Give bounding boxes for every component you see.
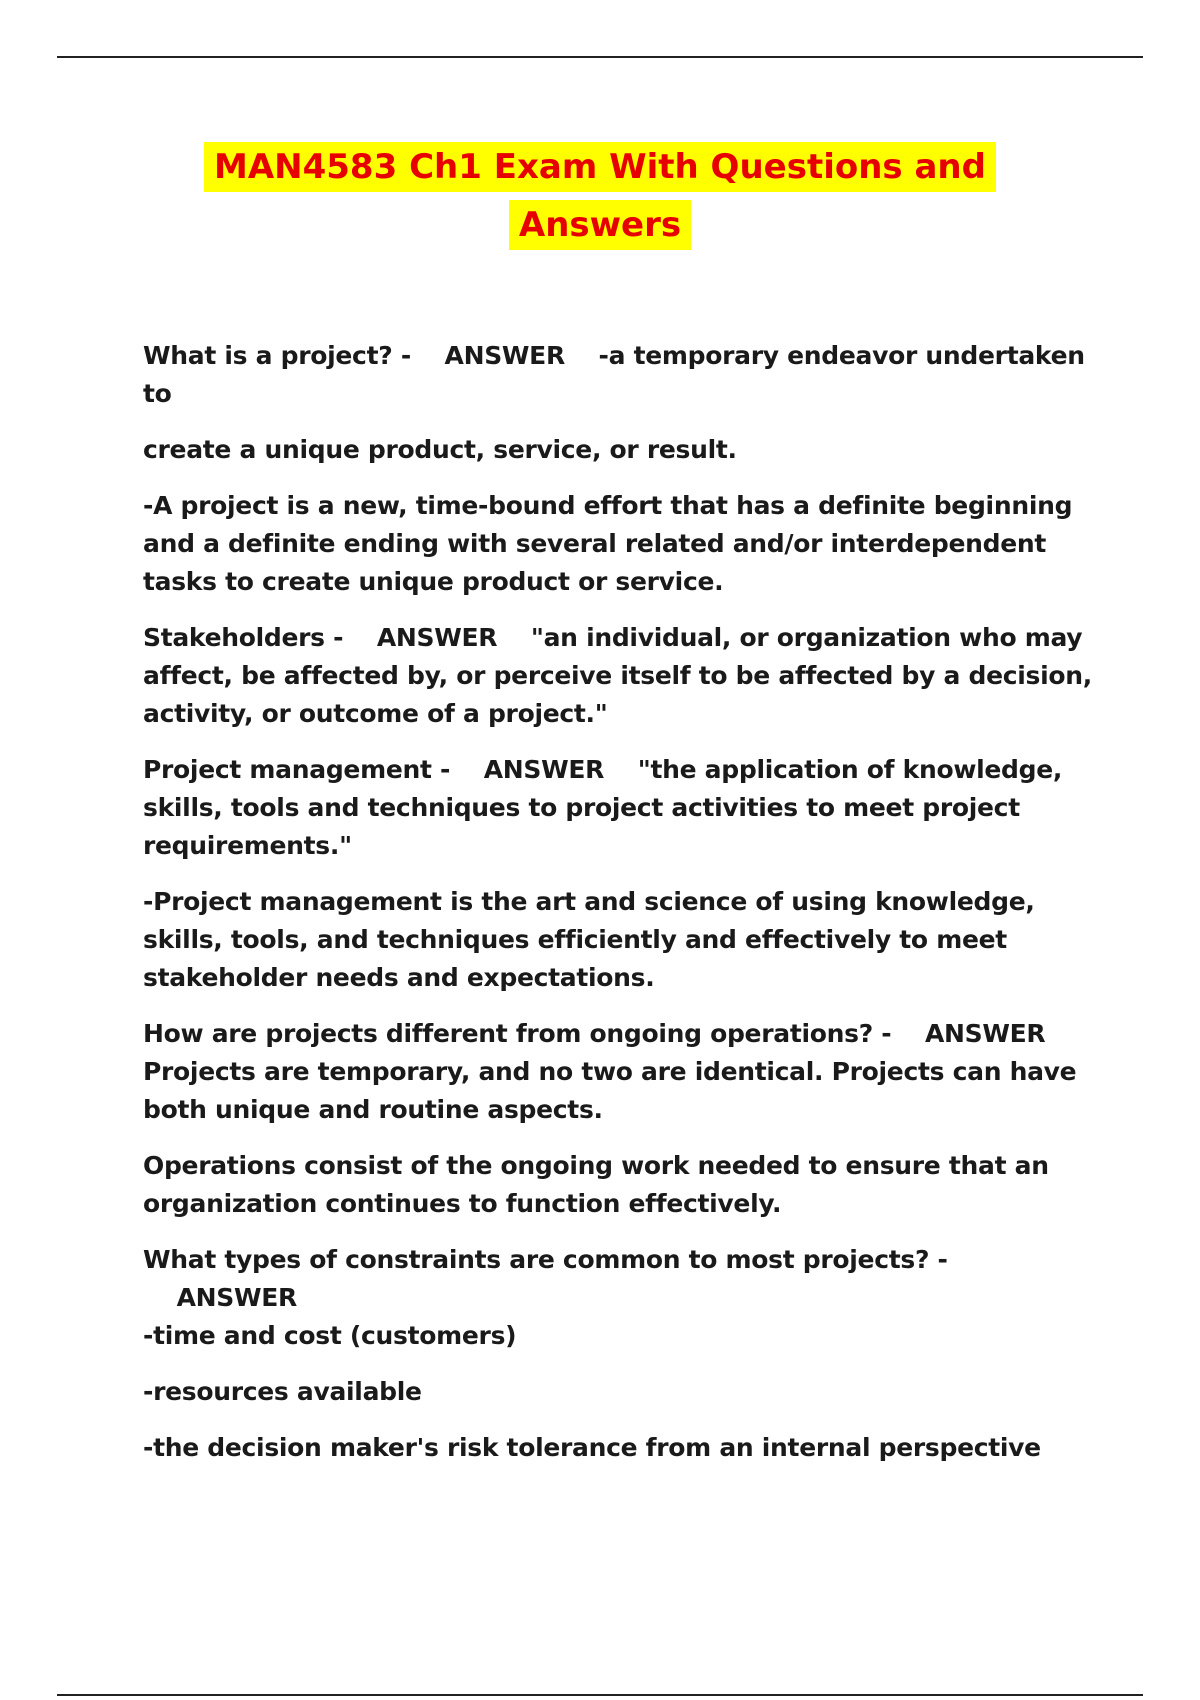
paragraph-text: create a unique product, service, or result. bbox=[143, 435, 737, 464]
answer-keyword: ANSWER bbox=[444, 341, 565, 370]
qa-constraints bbox=[143, 1241, 1093, 1355]
question-text: How are projects different from ongoing operations? - bbox=[143, 1019, 892, 1048]
answer-keyword: ANSWER bbox=[376, 623, 498, 652]
answer-keyword: ANSWER bbox=[176, 1283, 298, 1312]
answer-text: -a temporary endeavor undertaken to bbox=[143, 341, 1085, 408]
qa-projects-vs-operations bbox=[143, 1015, 1093, 1129]
answer-keyword: ANSWER bbox=[925, 1019, 1046, 1048]
paragraph-text: -Project management is the art and science of using knowledge, skills, tools, and techniques efficiently and effectively to meet stakeholder needs and expectations. bbox=[143, 887, 1035, 992]
title-line-1: MAN4583 Ch1 Exam With Questions and bbox=[204, 142, 996, 192]
qa-project-management bbox=[143, 751, 1093, 865]
answer-text: "an individual, or organization who may affect, be affected by, or perceive itself to be affected by a decision, activity, or outcome of a project." bbox=[143, 623, 1092, 728]
answer-keyword: ANSWER bbox=[483, 755, 605, 784]
title-line-2: Answers bbox=[509, 200, 691, 250]
paragraph-text: Operations consist of the ongoing work needed to ensure that an organization continues to function effectively. bbox=[143, 1151, 1049, 1218]
answer-text: Projects are temporary, and no two are identical. Projects can have both unique and routine aspects. bbox=[143, 1057, 1077, 1124]
qa-what-is-project bbox=[143, 337, 1093, 413]
bottom-divider bbox=[57, 1694, 1143, 1696]
document-body bbox=[143, 337, 1093, 1485]
paragraph-text: -A project is a new, time-bound effort that has a definite beginning and a definite ending with several related and/or interdependent tasks to create unique product or service. bbox=[143, 491, 1073, 596]
document-title bbox=[0, 142, 1200, 258]
question-text: What is a project? - bbox=[143, 341, 411, 370]
answer-text: -time and cost (customers) bbox=[143, 1321, 517, 1350]
question-text: Stakeholders - bbox=[143, 623, 344, 652]
paragraph-text: -the decision maker's risk tolerance from an internal perspective bbox=[143, 1433, 1041, 1462]
question-text: Project management - bbox=[143, 755, 451, 784]
question-text: What types of constraints are common to most projects? - bbox=[143, 1245, 948, 1274]
answer-text: "the application of knowledge, skills, tools and techniques to project activities to meet project requirements." bbox=[143, 755, 1063, 860]
qa-stakeholders bbox=[143, 619, 1093, 733]
paragraph-text: -resources available bbox=[143, 1377, 422, 1406]
top-divider bbox=[57, 56, 1143, 58]
